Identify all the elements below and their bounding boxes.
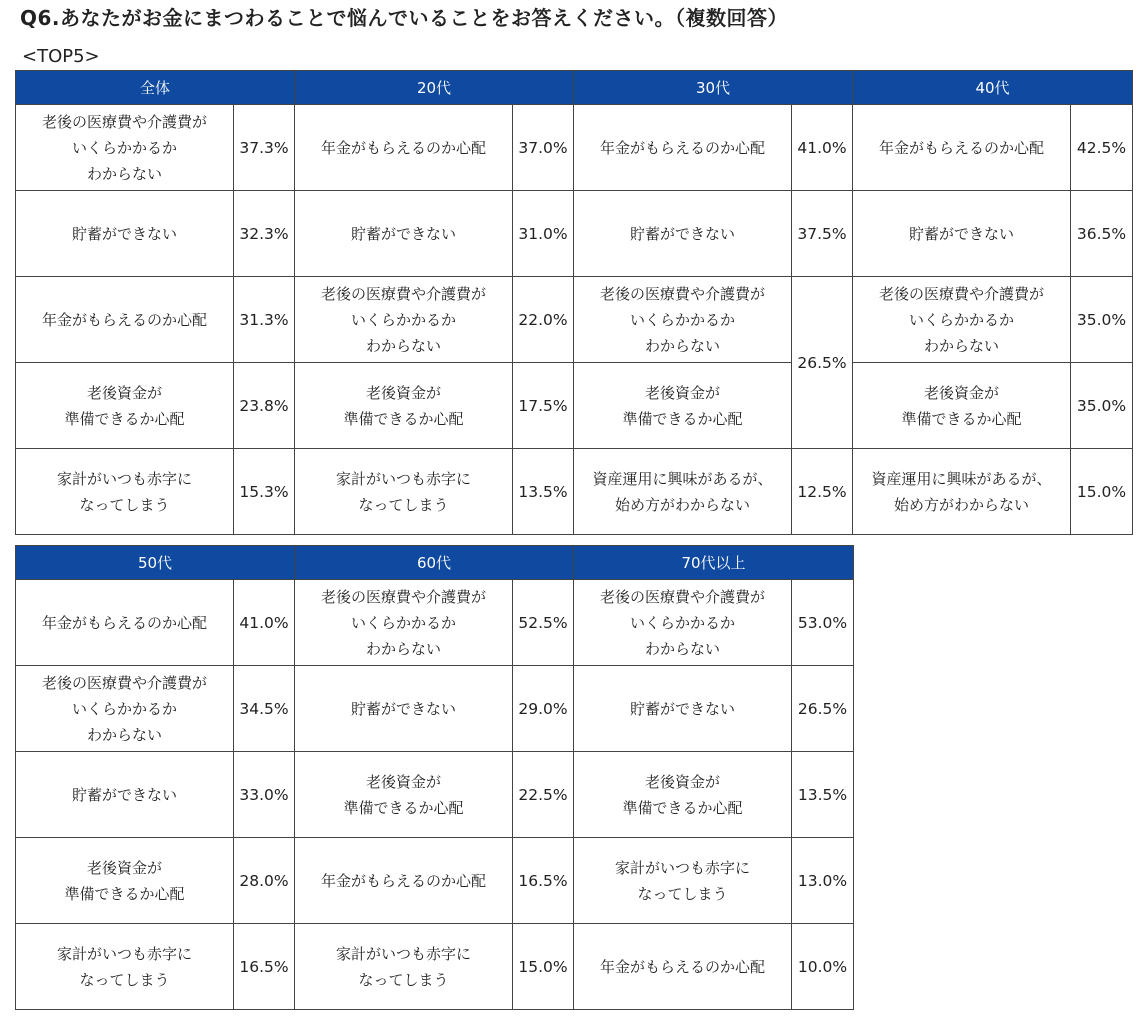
item-cell xyxy=(16,666,234,752)
ranking-table-bottom xyxy=(15,545,854,1010)
item-text: なってしまう xyxy=(79,495,170,514)
rank-row xyxy=(16,924,854,1010)
item-text: 年金がもらえるのか心配 xyxy=(41,310,207,329)
percent-cell: 37.3% xyxy=(234,105,295,191)
item-text: 資産運用に興味があるが、 xyxy=(592,469,773,488)
item-text: 老後資金が xyxy=(366,383,442,402)
item-text: 年金がもらえるのか心配 xyxy=(321,138,487,157)
item-text: 準備できるか心配 xyxy=(622,798,743,817)
item-cell xyxy=(574,838,792,924)
item-cell xyxy=(16,449,234,535)
group-header: 70代以上 xyxy=(574,546,854,580)
group-header: 40代 xyxy=(853,71,1133,105)
item-cell xyxy=(16,363,234,449)
item-cell xyxy=(574,191,792,277)
item-text: 家計がいつも赤字に xyxy=(56,944,192,963)
header-row xyxy=(16,71,1133,105)
percent-cell: 15.0% xyxy=(513,924,574,1010)
item-text: 始め方がわからない xyxy=(894,495,1030,514)
item-cell xyxy=(16,752,234,838)
item-text: 年金がもらえるのか心配 xyxy=(600,138,766,157)
group-header: 20代 xyxy=(295,71,574,105)
item-text: 老後の医療費や介護費が xyxy=(320,587,486,606)
percent-cell: 29.0% xyxy=(513,666,574,752)
percent-cell: 28.0% xyxy=(234,838,295,924)
item-text: なってしまう xyxy=(358,495,449,514)
percent-cell: 37.5% xyxy=(792,191,853,277)
percent-cell: 22.0% xyxy=(513,277,574,363)
item-text: 資産運用に興味があるが、 xyxy=(871,469,1052,488)
item-text: 家計がいつも赤字に xyxy=(336,469,472,488)
percent-cell: 36.5% xyxy=(1071,191,1133,277)
item-cell xyxy=(295,666,513,752)
rank-row xyxy=(16,580,854,666)
item-text: いくらかかるか xyxy=(629,613,735,632)
rank-row xyxy=(16,666,854,752)
item-text: いくらかかるか xyxy=(350,613,456,632)
item-cell xyxy=(853,191,1071,277)
item-text: 貯蓄ができない xyxy=(351,224,457,243)
item-text: 貯蓄ができない xyxy=(71,785,177,804)
rank-row xyxy=(16,752,854,838)
item-cell xyxy=(853,449,1071,535)
percent-cell: 33.0% xyxy=(234,752,295,838)
item-text: 老後資金が xyxy=(644,772,720,791)
percent-cell: 16.5% xyxy=(234,924,295,1010)
item-text: いくらかかるか xyxy=(351,310,457,329)
item-text: 始め方がわからない xyxy=(615,495,751,514)
subtitle: <TOP5> xyxy=(22,46,100,67)
item-text: 準備できるか心配 xyxy=(64,409,185,428)
item-cell xyxy=(295,838,513,924)
item-text: 準備できるか心配 xyxy=(622,409,743,428)
item-cell xyxy=(16,838,234,924)
item-text: 老後資金が xyxy=(86,383,162,402)
group-header: 50代 xyxy=(16,546,295,580)
item-text: 老後の医療費や介護費が xyxy=(879,284,1045,303)
item-cell xyxy=(853,105,1071,191)
item-text: 年金がもらえるのか心配 xyxy=(879,138,1045,157)
percent-cell: 41.0% xyxy=(234,580,295,666)
item-text: 準備できるか心配 xyxy=(64,884,185,903)
item-cell xyxy=(574,277,792,363)
item-cell xyxy=(574,752,792,838)
item-text: 老後資金が xyxy=(365,772,441,791)
percent-cell: 15.3% xyxy=(234,449,295,535)
item-text: 老後の医療費や介護費が xyxy=(41,673,207,692)
rank-row xyxy=(16,838,854,924)
percent-cell: 13.5% xyxy=(513,449,574,535)
percent-cell: 42.5% xyxy=(1071,105,1133,191)
item-cell xyxy=(574,666,792,752)
item-text: なってしまう xyxy=(79,970,170,989)
percent-cell: 35.0% xyxy=(1071,277,1133,363)
percent-cell: 13.0% xyxy=(792,838,854,924)
percent-cell: 13.5% xyxy=(792,752,854,838)
item-text: わからない xyxy=(644,639,720,658)
item-cell xyxy=(16,924,234,1010)
item-text: 家計がいつも赤字に xyxy=(614,858,750,877)
rank-row xyxy=(16,363,1133,449)
percent-cell: 12.5% xyxy=(792,449,853,535)
item-text: いくらかかるか xyxy=(71,138,177,157)
item-text: 老後の医療費や介護費が xyxy=(600,284,766,303)
percent-cell: 16.5% xyxy=(513,838,574,924)
item-text: 貯蓄ができない xyxy=(629,699,735,718)
item-text: 老後の医療費や介護費が xyxy=(41,112,207,131)
item-text: 老後資金が xyxy=(645,383,721,402)
percent-cell: 26.5% xyxy=(792,666,854,752)
percent-cell: 35.0% xyxy=(1071,363,1133,449)
item-text: 準備できるか心配 xyxy=(343,409,464,428)
item-cell xyxy=(16,105,234,191)
item-text: わからない xyxy=(86,725,162,744)
page-title: Q6.あなたがお金にまつわることで悩んでいることをお答えください。（複数回答） xyxy=(20,6,789,30)
rank-row xyxy=(16,105,1133,191)
item-cell xyxy=(295,924,513,1010)
item-text: 年金がもらえるのか心配 xyxy=(599,957,765,976)
rank-row xyxy=(16,277,1133,363)
item-cell xyxy=(16,580,234,666)
item-text: 貯蓄ができない xyxy=(350,699,456,718)
percent-cell: 26.5% xyxy=(792,277,853,449)
item-text: 貯蓄ができない xyxy=(71,224,177,243)
item-text: 老後資金が xyxy=(86,858,162,877)
item-text: 老後の医療費や介護費が xyxy=(599,587,765,606)
item-text: 貯蓄ができない xyxy=(630,224,736,243)
item-cell xyxy=(16,277,234,363)
item-text: 家計がいつも赤字に xyxy=(56,469,192,488)
item-cell xyxy=(295,449,513,535)
item-text: いくらかかるか xyxy=(71,699,177,718)
item-text: 貯蓄ができない xyxy=(909,224,1015,243)
item-text: 準備できるか心配 xyxy=(901,409,1022,428)
item-text: 年金がもらえるのか心配 xyxy=(41,613,207,632)
item-cell xyxy=(295,752,513,838)
item-cell xyxy=(574,449,792,535)
item-text: わからない xyxy=(86,164,162,183)
percent-cell: 37.0% xyxy=(513,105,574,191)
ranking-table-top xyxy=(15,70,1133,535)
item-cell xyxy=(16,191,234,277)
percent-cell: 23.8% xyxy=(234,363,295,449)
item-cell xyxy=(295,363,513,449)
item-text: わからない xyxy=(924,336,1000,355)
item-text: わからない xyxy=(366,336,442,355)
rank-row xyxy=(16,191,1133,277)
group-header: 全体 xyxy=(16,71,295,105)
item-cell xyxy=(574,924,792,1010)
percent-cell: 53.0% xyxy=(792,580,854,666)
item-cell xyxy=(574,105,792,191)
item-text: 老後資金が xyxy=(924,383,1000,402)
item-cell xyxy=(295,191,513,277)
item-text: 準備できるか心配 xyxy=(343,798,464,817)
group-header: 60代 xyxy=(295,546,574,580)
percent-cell: 31.3% xyxy=(234,277,295,363)
header-row xyxy=(16,546,854,580)
percent-cell: 10.0% xyxy=(792,924,854,1010)
percent-cell: 31.0% xyxy=(513,191,574,277)
item-cell xyxy=(853,363,1071,449)
item-text: わからない xyxy=(645,336,721,355)
item-text: なってしまう xyxy=(358,970,449,989)
item-text: 老後の医療費や介護費が xyxy=(321,284,487,303)
item-text: 年金がもらえるのか心配 xyxy=(320,871,486,890)
item-cell xyxy=(295,580,513,666)
item-cell xyxy=(295,277,513,363)
percent-cell: 17.5% xyxy=(513,363,574,449)
item-text: なってしまう xyxy=(637,884,728,903)
item-cell xyxy=(574,580,792,666)
percent-cell: 15.0% xyxy=(1071,449,1133,535)
percent-cell: 52.5% xyxy=(513,580,574,666)
item-text: いくらかかるか xyxy=(630,310,736,329)
item-cell xyxy=(295,105,513,191)
item-cell xyxy=(853,277,1071,363)
percent-cell: 22.5% xyxy=(513,752,574,838)
item-text: 家計がいつも赤字に xyxy=(335,944,471,963)
item-text: わからない xyxy=(365,639,441,658)
percent-cell: 32.3% xyxy=(234,191,295,277)
group-header: 30代 xyxy=(574,71,853,105)
rank-row xyxy=(16,449,1133,535)
percent-cell: 34.5% xyxy=(234,666,295,752)
percent-cell: 41.0% xyxy=(792,105,853,191)
item-text: いくらかかるか xyxy=(909,310,1015,329)
item-cell xyxy=(574,363,792,449)
